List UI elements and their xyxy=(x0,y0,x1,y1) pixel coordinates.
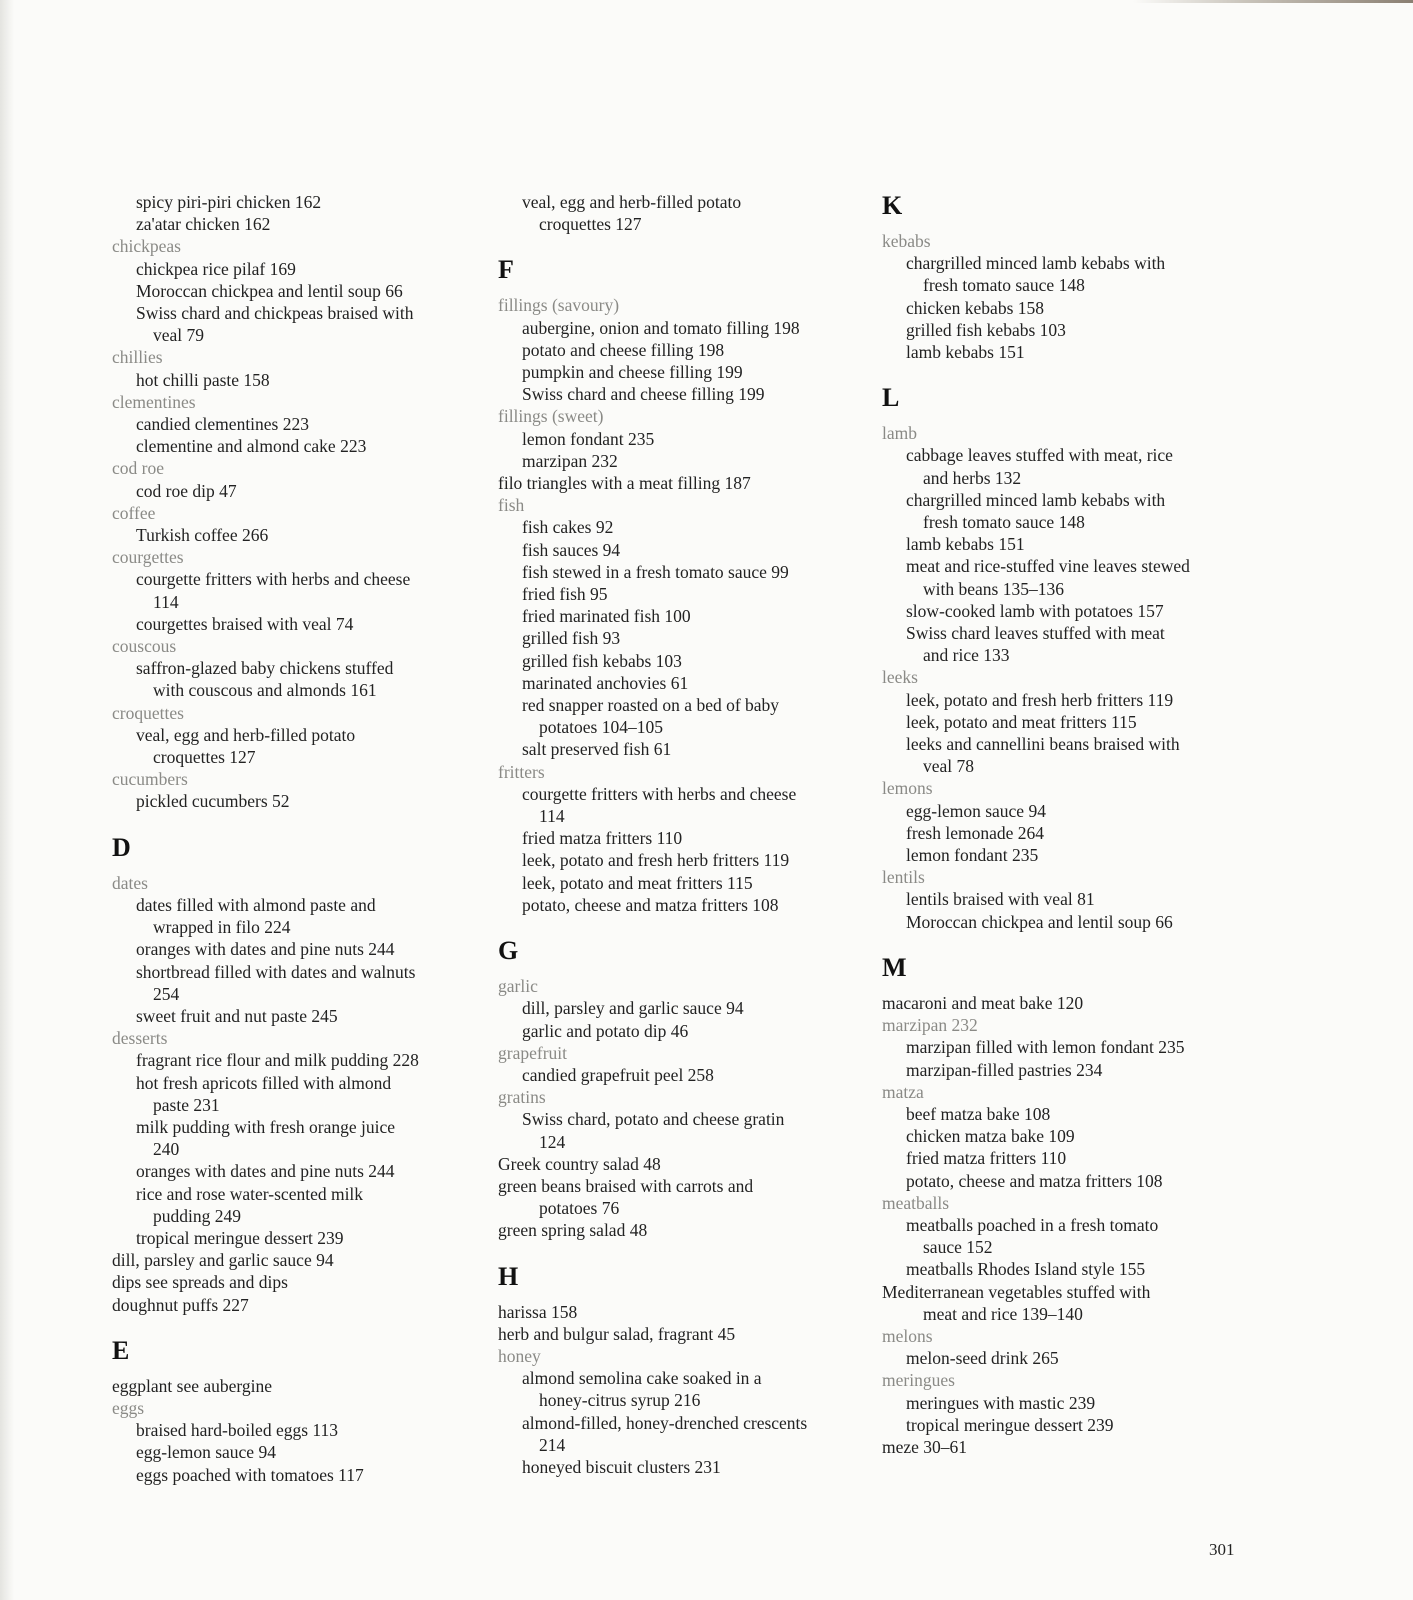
index-subentry: eggs poached with tomatoes 117 xyxy=(136,1464,364,1485)
index-entry: herb and bulgur salad, fragrant 45 xyxy=(498,1323,736,1344)
index-subentry: sweet fruit and nut paste 245 xyxy=(136,1005,338,1026)
index-subentry: fresh lemonade 264 xyxy=(906,822,1045,843)
index-subentry: almond semolina cake soaked in a xyxy=(522,1368,762,1389)
index-letter-heading: M xyxy=(882,952,907,982)
index-entry: Mediterranean vegetables stuffed with xyxy=(882,1281,1151,1302)
index-heading: chillies xyxy=(112,347,163,368)
index-entry-continuation: sauce 152 xyxy=(923,1237,993,1258)
index-subentry: courgette fritters with herbs and cheese xyxy=(522,783,797,804)
index-subentry: braised hard-boiled eggs 113 xyxy=(136,1420,339,1441)
index-subentry: candied grapefruit peel 258 xyxy=(522,1064,714,1085)
index-subentry: grilled fish kebabs 103 xyxy=(522,650,682,671)
index-subentry: grilled fish 93 xyxy=(522,628,621,649)
index-heading: croquettes xyxy=(112,702,184,723)
index-subentry: rice and rose water-scented milk xyxy=(136,1183,364,1204)
index-entry-continuation: meat and rice 139–140 xyxy=(923,1303,1083,1324)
index-heading: lamb xyxy=(882,423,917,444)
index-subentry: meatballs Rhodes Island style 155 xyxy=(906,1259,1146,1280)
index-entry-continuation: pudding 249 xyxy=(153,1205,241,1226)
index-subentry: meat and rice-stuffed vine leaves stewed xyxy=(906,556,1190,577)
index-subentry: chickpea rice pilaf 169 xyxy=(136,258,296,279)
index-entry-continuation: veal 78 xyxy=(923,756,975,777)
index-subentry: fish stewed in a fresh tomato sauce 99 xyxy=(522,561,789,582)
index-subentry: fried fish 95 xyxy=(522,584,608,605)
index-subentry: melon-seed drink 265 xyxy=(906,1348,1059,1369)
index-subentry: meringues with mastic 239 xyxy=(906,1392,1096,1413)
index-entry-continuation: and rice 133 xyxy=(923,645,1010,666)
index-entry-continuation: veal 79 xyxy=(153,325,205,346)
index-subentry: leek, potato and meat fritters 115 xyxy=(906,711,1137,732)
index-letter-heading: K xyxy=(882,191,903,220)
index-heading: fish xyxy=(498,495,525,516)
index-subentry: honeyed biscuit clusters 231 xyxy=(522,1456,721,1477)
index-subentry: Swiss chard, potato and cheese gratin xyxy=(522,1109,785,1130)
index-subentry: lemon fondant 235 xyxy=(906,845,1039,866)
index-subentry: marzipan 232 xyxy=(522,450,618,471)
index-heading: meringues xyxy=(882,1370,955,1391)
index-entry-continuation: 114 xyxy=(539,806,565,827)
index-subentry: pickled cucumbers 52 xyxy=(136,791,290,812)
index-heading: lentils xyxy=(882,867,925,888)
index-subentry: fried matza fritters 110 xyxy=(906,1148,1067,1169)
index-subentry: fragrant rice flour and milk pudding 228 xyxy=(136,1050,419,1071)
index-entry-continuation: fresh tomato sauce 148 xyxy=(923,512,1085,533)
index-subentry: chicken matza bake 109 xyxy=(906,1126,1075,1147)
index-subentry: oranges with dates and pine nuts 244 xyxy=(136,1161,395,1182)
index-entry-continuation: 240 xyxy=(153,1139,180,1160)
index-heading: fillings (savoury) xyxy=(498,295,620,316)
index-column-3 xyxy=(882,191,1252,1458)
index-entry: filo triangles with a meat filling 187 xyxy=(498,473,751,494)
index-subentry: saffron-glazed baby chickens stuffed xyxy=(136,658,394,679)
index-heading: couscous xyxy=(112,636,177,657)
index-entry: green beans braised with carrots and xyxy=(498,1175,754,1196)
index-subentry: Swiss chard and chickpeas braised with xyxy=(136,303,414,324)
index-subentry: pumpkin and cheese filling 199 xyxy=(522,362,743,383)
index-heading: clementines xyxy=(112,391,196,412)
index-subentry: fried marinated fish 100 xyxy=(522,606,691,627)
index-entry-continuation: paste 231 xyxy=(153,1094,220,1115)
index-heading: coffee xyxy=(112,502,156,523)
index-heading: garlic xyxy=(498,976,538,997)
index-heading: fritters xyxy=(498,761,545,782)
index-subentry: salt preserved fish 61 xyxy=(522,739,672,760)
index-subentry: Swiss chard leaves stuffed with meat xyxy=(906,623,1165,644)
index-subentry: red snapper roasted on a bed of baby xyxy=(522,695,780,716)
index-subentry: Turkish coffee 266 xyxy=(136,525,269,546)
index-letter-heading: E xyxy=(112,1335,130,1365)
index-subentry: lentils braised with veal 81 xyxy=(906,889,1095,910)
index-subentry: courgette fritters with herbs and cheese xyxy=(136,569,411,590)
page-edge-mark xyxy=(1133,0,1413,3)
index-entry-continuation: 254 xyxy=(153,983,180,1004)
index-heading: leeks xyxy=(882,667,918,688)
index-subentry: almond-filled, honey-drenched crescents xyxy=(522,1412,808,1433)
index-entry-continuation: with beans 135–136 xyxy=(923,578,1064,599)
index-subentry: milk pudding with fresh orange juice xyxy=(136,1116,396,1137)
index-subentry: shortbread filled with dates and walnuts xyxy=(136,961,416,982)
index-subentry: fried matza fritters 110 xyxy=(522,828,683,849)
index-letter-heading: G xyxy=(498,936,519,966)
index-entry-continuation: croquettes 127 xyxy=(153,747,256,768)
index-subentry: beef matza bake 108 xyxy=(906,1103,1051,1124)
index-heading: kebabs xyxy=(882,231,931,251)
index-entry-continuation: croquettes 127 xyxy=(539,214,642,235)
index-subentry: chicken kebabs 158 xyxy=(906,297,1045,318)
index-subentry: veal, egg and herb-filled potato xyxy=(136,724,356,745)
index-heading: lemons xyxy=(882,778,933,799)
index-entry: macaroni and meat bake 120 xyxy=(882,992,1084,1013)
index-subentry: marzipan-filled pastries 234 xyxy=(906,1059,1103,1080)
index-subentry: dates filled with almond paste and xyxy=(136,894,376,915)
index-entry: eggplant see aubergine xyxy=(112,1375,273,1396)
index-subentry: clementine and almond cake 223 xyxy=(136,436,367,457)
index-heading: cucumbers xyxy=(112,769,188,790)
index-heading: meatballs xyxy=(882,1192,950,1213)
index-entry: green spring salad 48 xyxy=(498,1220,648,1241)
index-subentry: grilled fish kebabs 103 xyxy=(906,319,1066,340)
index-heading: chickpeas xyxy=(112,236,181,257)
index-subentry: fish cakes 92 xyxy=(522,517,614,538)
index-subentry: potato and cheese filling 198 xyxy=(522,339,725,360)
index-heading: eggs xyxy=(112,1397,145,1418)
index-subentry: candied clementines 223 xyxy=(136,414,309,435)
index-entry-continuation: 214 xyxy=(539,1434,566,1455)
index-heading: marzipan 232 xyxy=(882,1015,978,1036)
index-heading: cod roe xyxy=(112,458,164,479)
index-subentry: cod roe dip 47 xyxy=(136,480,237,501)
index-entry-continuation: 124 xyxy=(539,1131,566,1152)
index-subentry: fish sauces 94 xyxy=(522,539,621,560)
index-subentry: aubergine, onion and tomato filling 198 xyxy=(522,317,800,338)
index-subentry: oranges with dates and pine nuts 244 xyxy=(136,939,395,960)
index-subentry: cabbage leaves stuffed with meat, rice xyxy=(906,445,1173,466)
index-heading: grapefruit xyxy=(498,1042,567,1063)
index-entry: doughnut puffs 227 xyxy=(112,1294,249,1315)
index-entry-continuation: and herbs 132 xyxy=(923,467,1022,488)
index-subentry: tropical meringue dessert 239 xyxy=(906,1414,1114,1435)
index-subentry: Swiss chard and cheese filling 199 xyxy=(522,384,765,405)
index-letter-heading: L xyxy=(882,383,900,413)
index-heading: courgettes xyxy=(112,547,184,568)
index-entry-continuation: fresh tomato sauce 148 xyxy=(923,275,1085,296)
index-subentry: courgettes braised with veal 74 xyxy=(136,613,354,634)
index-subentry: egg-lemon sauce 94 xyxy=(136,1442,276,1463)
index-entry-continuation: with couscous and almonds 161 xyxy=(153,680,377,701)
index-subentry: garlic and potato dip 46 xyxy=(522,1020,689,1041)
index-subentry: marzipan filled with lemon fondant 235 xyxy=(906,1037,1185,1058)
index-heading: fillings (sweet) xyxy=(498,406,604,427)
index-letter-heading: D xyxy=(112,832,131,862)
index-entry: Greek country salad 48 xyxy=(498,1153,661,1174)
index-subentry: egg-lemon sauce 94 xyxy=(906,800,1046,821)
page-number: 301 xyxy=(1209,1540,1235,1559)
index-subentry: lamb kebabs 151 xyxy=(906,342,1025,363)
index-letter-heading: H xyxy=(498,1261,519,1291)
page-spine-shadow xyxy=(0,0,14,1600)
index-heading: gratins xyxy=(498,1087,546,1108)
index-subentry: za'atar chicken 162 xyxy=(136,214,271,235)
index-subentry: marinated anchovies 61 xyxy=(522,672,689,693)
index-subentry: potato, cheese and matza fritters 108 xyxy=(522,894,779,915)
index-entry-continuation: potatoes 76 xyxy=(539,1198,620,1219)
index-subentry: tropical meringue dessert 239 xyxy=(136,1227,344,1248)
index-entry-continuation: 114 xyxy=(153,591,179,612)
index-subentry: Moroccan chickpea and lentil soup 66 xyxy=(136,280,403,301)
index-heading: matza xyxy=(882,1081,924,1102)
index-subentry: lamb kebabs 151 xyxy=(906,534,1025,555)
index-subentry: chargrilled minced lamb kebabs with xyxy=(906,253,1166,274)
index-entry: meze 30–61 xyxy=(882,1436,968,1457)
index-letter-heading: F xyxy=(498,255,514,285)
index-entry: dill, parsley and garlic sauce 94 xyxy=(112,1250,334,1271)
index-entry: harissa 158 xyxy=(498,1301,578,1322)
index-column-2 xyxy=(498,191,858,1478)
index-entry-continuation: potatoes 104–105 xyxy=(539,717,663,738)
index-entry: dips see spreads and dips xyxy=(112,1272,288,1293)
index-subentry: hot chilli paste 158 xyxy=(136,369,270,390)
index-heading: honey xyxy=(498,1345,541,1366)
index-entry-continuation: honey-citrus syrup 216 xyxy=(539,1390,701,1411)
index-column-1 xyxy=(112,191,472,1486)
index-subentry: dill, parsley and garlic sauce 94 xyxy=(522,998,744,1019)
index-heading: melons xyxy=(882,1325,933,1346)
index-subentry: leeks and cannellini beans braised with xyxy=(906,734,1180,755)
index-subentry: hot fresh apricots filled with almond xyxy=(136,1072,392,1093)
index-subentry: Moroccan chickpea and lentil soup 66 xyxy=(906,911,1173,932)
index-subentry: leek, potato and meat fritters 115 xyxy=(522,872,753,893)
index-subentry: spicy piri-piri chicken 162 xyxy=(136,192,322,212)
index-subentry: veal, egg and herb-filled potato xyxy=(522,192,742,212)
index-subentry: chargrilled minced lamb kebabs with xyxy=(906,489,1166,510)
index-subentry: lemon fondant 235 xyxy=(522,428,655,449)
index-subentry: slow-cooked lamb with potatoes 157 xyxy=(906,600,1164,621)
index-heading: dates xyxy=(112,872,148,893)
index-subentry: meatballs poached in a fresh tomato xyxy=(906,1214,1159,1235)
index-heading: desserts xyxy=(112,1028,168,1049)
index-entry-continuation: wrapped in filo 224 xyxy=(153,917,291,938)
index-subentry: leek, potato and fresh herb fritters 119 xyxy=(906,689,1174,710)
index-subentry: potato, cheese and matza fritters 108 xyxy=(906,1170,1163,1191)
index-subentry: leek, potato and fresh herb fritters 119 xyxy=(522,850,790,871)
